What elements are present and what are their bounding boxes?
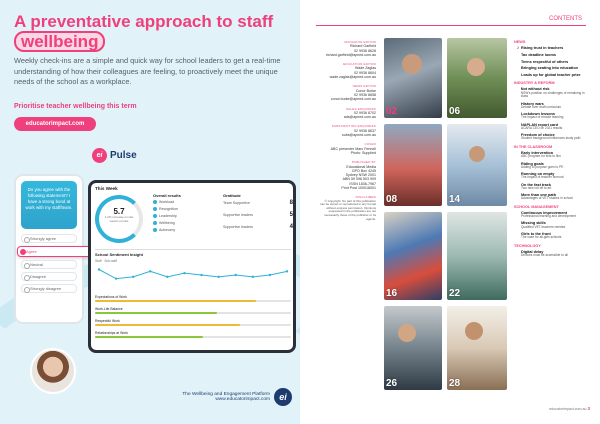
footer-site: educatorimpact.com.au — [549, 407, 587, 411]
contents-rule — [316, 25, 586, 26]
masthead-line: Richard Garfield — [350, 44, 376, 49]
page-footer — [549, 406, 590, 411]
overall-result-label: Recognition — [159, 207, 178, 211]
sentiment-trend-panel — [95, 249, 291, 289]
ei-footer-logo: ei — [274, 388, 292, 406]
ei-logo-icon: ei — [92, 148, 107, 163]
contents-entry-page — [514, 183, 519, 191]
ad-footer-url[interactable]: www.educatorimpact.com — [215, 397, 270, 402]
gratitude-panel — [223, 193, 293, 236]
contents-entry-page — [514, 133, 519, 141]
category-bar-fill — [95, 312, 217, 314]
phone-question: Do you agree with the following statement? I have a strong bond at work with my staff/team. — [21, 181, 77, 229]
contents-entry-title: Rising trust in teachers — [521, 46, 564, 50]
contents-entry-text — [521, 53, 556, 57]
ad-headline-highlight: wellbeing — [14, 31, 105, 52]
contents-entry-desc: NSW's position on challenges of remaining in class — [520, 90, 585, 99]
overall-result-label: Wellbeing — [159, 221, 175, 225]
ad-footer — [182, 392, 270, 402]
contents-entry-page: 2 — [517, 46, 519, 50]
score-caption: 1.2% increase on last week's results — [104, 215, 134, 223]
contents-entry-page — [514, 221, 519, 229]
overall-results-panel — [153, 193, 215, 235]
contents-entry-desc: Professional learning and development — [521, 214, 577, 219]
contents-entry-text — [521, 46, 563, 50]
contents-entry[interactable] — [514, 102, 590, 110]
contents-entry-page — [514, 60, 519, 64]
trend-point — [115, 277, 117, 279]
contents-entry[interactable] — [514, 133, 590, 141]
contents-entry[interactable] — [514, 151, 590, 159]
category-bar — [95, 295, 291, 302]
photo-26 — [384, 306, 442, 390]
answer-option[interactable]: Strongly agree — [21, 234, 77, 243]
masthead-line: 02 9936 8658 — [354, 92, 376, 97]
contents-entry-page — [514, 250, 519, 258]
contents-entry-text — [521, 250, 568, 258]
overall-results-title: Overall results — [153, 193, 181, 198]
contents-entry-title: Early intervention — [521, 151, 554, 155]
overall-result-row — [153, 214, 215, 218]
contents-entry-page — [514, 193, 519, 201]
trend-line — [99, 270, 287, 279]
score-gauge — [95, 195, 143, 243]
photo-page-number: 14 — [449, 194, 461, 205]
contents-entry-desc: Qualified VET teachers needed — [521, 224, 566, 229]
masthead-heading: DISCLAIMER — [355, 195, 376, 200]
category-bar-track — [95, 312, 291, 314]
contents-title: CONTENTS — [549, 16, 582, 22]
trend-point — [183, 272, 185, 274]
trend-point — [98, 268, 100, 270]
masthead-line: Wade Zaglas — [354, 66, 376, 71]
photo-22 — [447, 212, 507, 300]
ad-url-button[interactable]: educatorimpact.com — [14, 117, 96, 131]
page-number: 3 — [587, 406, 590, 411]
category-bar-track — [95, 300, 291, 302]
contents-entry-text — [521, 60, 568, 64]
category-bar-label: Relationships at Work — [95, 331, 128, 335]
contents-entry-desc: Advantages of VET studies in school — [521, 196, 573, 201]
photo-page-number: 26 — [386, 378, 398, 389]
masthead-heading: MANAGING EDITOR — [344, 40, 376, 44]
contents-entry[interactable] — [514, 66, 590, 70]
masthead-line: 02 9936 8702 — [354, 110, 376, 115]
category-bar — [95, 307, 291, 314]
contents-entry-text — [521, 151, 561, 159]
contents-entry-title: Teens respectful of others — [521, 59, 569, 64]
contents-entry-text — [521, 102, 561, 110]
masthead-line: Print Post 100018001 — [341, 186, 376, 191]
contents-entry-title: Missing skills — [521, 221, 546, 226]
contents-entry-desc: The impact of remote learning — [521, 115, 564, 120]
masthead-line: ABC presenter Marc Fennell — [330, 146, 376, 151]
gratitude-count: 4 — [289, 224, 293, 230]
contents-entry-text — [521, 123, 562, 131]
contents-entry-desc: Devices must be accessible to all — [521, 253, 568, 258]
contents-entry-title: On the fast track — [521, 182, 551, 187]
contents-entry[interactable] — [514, 87, 590, 99]
masthead-line: richard.garfield@apned.com.au — [325, 52, 376, 57]
photo-28 — [447, 306, 507, 390]
photo-page-number: 06 — [449, 106, 461, 117]
trend-point — [217, 276, 219, 278]
overall-result-row — [153, 200, 215, 204]
category-bar-label: Work-Life Balance — [95, 307, 123, 311]
category-bar-fill — [95, 336, 203, 338]
contents-entry-page — [514, 102, 519, 110]
category-bar-track — [95, 324, 291, 326]
masthead-line: ISSN 1836-7967 — [349, 181, 376, 186]
contents-entry-desc: ACARA CEO on 2021 results — [521, 125, 563, 130]
status-dot-icon — [153, 221, 157, 225]
contents-entry-page — [514, 87, 519, 99]
contents-entry-title: Running on empty — [521, 172, 555, 176]
contents-entry[interactable] — [514, 183, 590, 191]
category-bar-label: Expectations of Work — [95, 295, 127, 299]
contents-entry-text — [521, 221, 565, 229]
photo-page-number: 02 — [386, 106, 398, 117]
masthead-line: 02 9936 8628 — [354, 48, 376, 53]
contents-entry-page — [514, 162, 519, 170]
category-bar-fill — [95, 324, 240, 326]
contents-entry-desc: The case for all-girls schools — [521, 235, 562, 240]
photo-page-number: 22 — [449, 288, 461, 299]
answer-option[interactable]: Disagree — [21, 272, 77, 281]
contents-entry[interactable] — [514, 112, 590, 120]
contents-entry-title: Freedom of choice — [521, 133, 555, 138]
masthead-line: 02 9936 8637 — [354, 128, 376, 133]
contents-entry-page — [514, 172, 519, 180]
ad-headline — [14, 12, 294, 52]
contents-entry-page — [514, 112, 519, 120]
dashboard-title: This Week — [95, 186, 118, 191]
phone-options — [16, 234, 82, 293]
contents-entry-text — [521, 66, 578, 70]
trend-point — [132, 276, 134, 278]
contents-entry[interactable] — [514, 193, 590, 201]
contents-entry-desc: ABC program for kids to film — [521, 154, 561, 159]
contents-entry-page — [514, 151, 519, 159]
contents-entry[interactable] — [514, 250, 590, 258]
gratitude-label: Supportive leaders — [223, 225, 253, 229]
contents-entry-title: Tax deadline looms — [521, 52, 556, 57]
trend-point — [166, 276, 168, 278]
status-dot-icon — [153, 228, 157, 232]
masthead-line: Photo: Supplied — [350, 150, 376, 155]
teacher-avatar — [30, 348, 76, 394]
photo-02 — [384, 38, 442, 118]
ad-footer-tagline: The Wellbeing and Engagement Platform — [182, 392, 270, 397]
category-bar-label: Respectful Work — [95, 319, 120, 323]
masthead-line: Educational Media — [346, 164, 376, 169]
phone-mockup — [14, 174, 84, 324]
gratitude-count: 5 — [289, 212, 293, 218]
trend-point — [252, 276, 254, 278]
gratitude-label: Supportive leaders — [223, 213, 253, 217]
masthead-heading: SUBSCRIPTION ENQUIRIES — [331, 124, 376, 129]
category-bar — [95, 319, 291, 326]
masthead-line: Sydney NSW 2001 — [345, 173, 376, 178]
sentiment-trend-tabs[interactable]: Staff · Sub-staff — [95, 259, 118, 263]
sentiment-trend-title: School Sentiment Insight — [95, 252, 144, 257]
contents-entry[interactable] — [514, 162, 590, 170]
trend-point — [149, 270, 151, 272]
overall-result-label: Leadership — [159, 214, 177, 218]
gratitude-row — [223, 224, 293, 230]
contents-entry-page — [514, 211, 519, 219]
masthead-line: ABN 59 096 503 909 — [342, 177, 376, 182]
contents-entry-text — [521, 162, 563, 170]
contents-entry-page — [514, 53, 519, 57]
contents-entry[interactable] — [514, 60, 590, 64]
masthead — [320, 40, 376, 221]
contents-entry-text — [521, 183, 551, 191]
tablet-dashboard-mockup — [88, 180, 296, 353]
overall-result-label: Autonomy — [159, 228, 176, 232]
gratitude-row — [223, 212, 293, 218]
ad-prioritise-text: Prioritise teacher wellbeing this term — [14, 103, 137, 110]
masthead-line: GPO Box 4245 — [351, 168, 376, 173]
score-value: 5.7 — [113, 207, 125, 216]
contents-entry-title: Continuous improvement — [521, 210, 567, 215]
contents-entry-title: Lockdown lessons — [521, 112, 555, 117]
masthead-heading: NEWS EDITOR — [352, 84, 376, 89]
overall-result-row — [153, 207, 215, 211]
contents-entry-page — [514, 66, 519, 70]
photo-14 — [447, 124, 507, 206]
answer-option[interactable]: Agree — [17, 246, 95, 257]
contents-section-heading: IN THE CLASSROOM — [514, 145, 553, 149]
photo-page-number: 28 — [449, 378, 461, 389]
contents-entry-title: Not without risk — [520, 87, 550, 92]
masthead-line: Conor Burke — [355, 88, 376, 93]
contents-entry-title: History wars — [521, 101, 544, 106]
sentiment-trend-chart — [95, 264, 291, 288]
masthead-heading: SALES ENQUIRIES — [345, 106, 376, 111]
trend-point — [200, 274, 202, 276]
pulse-brand — [92, 148, 137, 163]
status-dot-icon — [153, 207, 157, 211]
masthead-line: 02 9936 8604 — [354, 70, 376, 75]
contents-entry-title: Digital delay — [521, 249, 544, 254]
category-bar — [95, 331, 291, 338]
gratitude-row — [223, 200, 293, 206]
overall-result-label: Workload — [159, 200, 175, 204]
contents-entry[interactable] — [514, 46, 590, 50]
status-dot-icon — [153, 214, 157, 218]
contents-entry[interactable] — [514, 172, 590, 180]
contents-entry[interactable] — [514, 73, 590, 77]
contents-entry[interactable] — [514, 123, 590, 131]
contents-entry[interactable] — [514, 211, 590, 219]
answer-option[interactable]: Neutral — [21, 260, 77, 269]
contents-entry-text — [521, 112, 563, 120]
pulse-wordmark: Pulse — [110, 150, 137, 161]
trend-point — [235, 274, 237, 276]
contents-entry-text — [521, 87, 590, 99]
masthead-heading: COVER — [364, 142, 376, 147]
contents-entry-title: Leads up for global teacher prize — [521, 73, 581, 78]
contents-entry-title: Girls to the front — [521, 231, 551, 236]
contents-entry-desc: Two new roll off to art — [521, 185, 552, 190]
trend-point — [269, 274, 271, 276]
contents-entry-desc: Adding to purpose goes to PE — [521, 164, 564, 169]
contents-entry-text — [521, 73, 581, 77]
photo-16 — [384, 212, 442, 300]
contents-entry[interactable] — [514, 232, 590, 240]
category-bar-track — [95, 336, 291, 338]
contents-entry-page — [514, 123, 519, 131]
photo-08 — [384, 124, 442, 206]
category-bars — [95, 295, 291, 343]
masthead-line: subs@apned.com.au — [341, 133, 376, 138]
contents-entry[interactable] — [514, 53, 590, 57]
photo-page-number: 08 — [386, 194, 398, 205]
answer-option[interactable]: Strongly disagree — [21, 284, 77, 293]
contents-entry-text — [521, 232, 561, 240]
category-bar-fill — [95, 300, 256, 302]
contents-entry-text — [521, 193, 573, 201]
ad-headline-text: A preventative approach to staff — [14, 12, 274, 31]
trend-point — [286, 270, 288, 272]
contents-section-heading: INDUSTRY & REFORM — [514, 81, 555, 86]
contents-section-heading: SCHOOL MANAGEMENT — [514, 204, 559, 209]
overall-result-row — [153, 228, 215, 232]
masthead-heading: EDUCATION EDITOR — [343, 62, 376, 67]
gratitude-count: 8 — [289, 200, 293, 206]
contents-entry[interactable] — [514, 221, 590, 229]
photo-page-number: 16 — [386, 288, 398, 299]
contents-entry-title: More than one path — [521, 193, 557, 197]
masthead-heading: PUBLISHED BY — [351, 160, 376, 165]
gratitude-title: Gratitude — [223, 193, 241, 198]
contents-entry-text — [521, 211, 576, 219]
contents-entry-page — [514, 232, 519, 240]
contents-entry-desc: The impact of teacher burnout — [521, 175, 564, 180]
overall-result-row — [153, 221, 215, 225]
contents-entry-text — [521, 172, 564, 180]
contents-entry-title: NAPLAN report card — [521, 122, 558, 127]
contents-entry-text — [521, 133, 580, 141]
photo-06 — [447, 38, 507, 118]
contents-entry-desc: Student background influences study path — [521, 136, 581, 141]
masthead-line: ads@apned.com.au — [343, 115, 376, 120]
contents-list — [514, 40, 590, 260]
contents-entry-title: Bringing seating into education — [521, 66, 578, 71]
gratitude-label: Team Supportive — [223, 201, 250, 205]
status-dot-icon — [153, 200, 157, 204]
masthead-line: © Copyright. No part of this publication can be stored or reproduced in any format without express permission. Opinions expressed in the publication are not necessarily those of the publisher or its agents. — [320, 198, 376, 221]
ad-body-text: Weekly check-ins are a simple and quick way for school leaders to get a real-time understanding of how their colleagues are feeling, to proactively meet the unique needs of the school as a workplace. — [14, 56, 281, 86]
contents-entry-desc: Debate over draft curriculum — [521, 104, 562, 109]
masthead-line: conor.burke@apned.com.au — [330, 97, 376, 102]
contents-entry-page — [514, 73, 519, 77]
contents-entry-title: Riding goals — [521, 161, 544, 166]
contents-section-heading: NEWS — [514, 40, 526, 44]
masthead-line: wade.zaglas@apned.com.au — [329, 75, 376, 80]
contents-section-heading: TECHNOLOGY — [514, 243, 541, 248]
